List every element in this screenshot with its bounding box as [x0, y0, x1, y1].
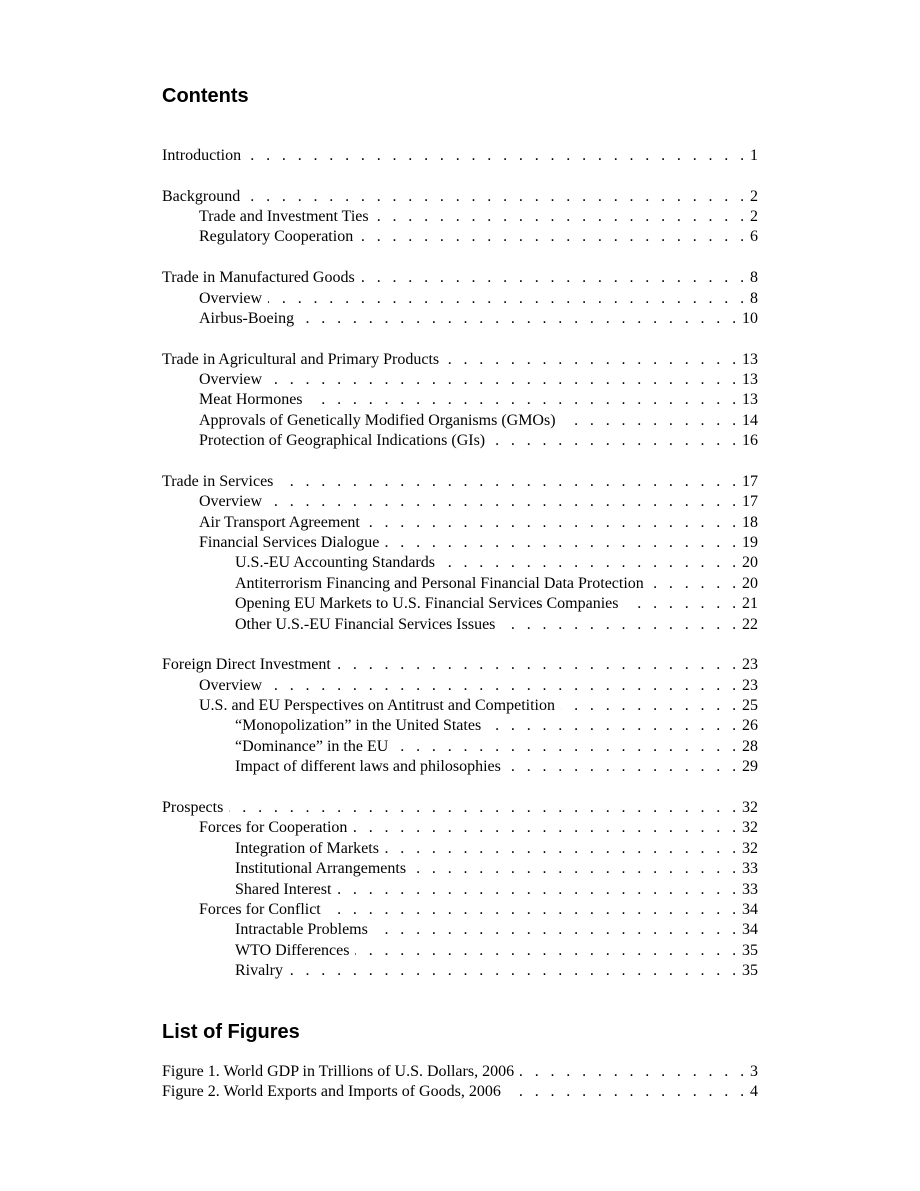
toc-entry-title: Foreign Direct Investment: [162, 656, 331, 674]
toc-entry[interactable]: [162, 411, 758, 431]
toc-entry-page-number: 6: [750, 228, 758, 246]
toc-entry[interactable]: [162, 1062, 758, 1082]
toc-entry-title: Overview: [199, 371, 263, 389]
toc-entry-page-number: 34: [742, 900, 758, 918]
toc-entry[interactable]: [162, 350, 758, 370]
dot-leader: [337, 880, 740, 900]
toc-entry-title: Meat Hormones: [199, 391, 303, 409]
toc-entry-title: Trade and Investment Ties: [199, 208, 369, 226]
toc-entry-page-number: 14: [742, 411, 758, 429]
dot-leader: [441, 553, 740, 573]
dot-leader: [412, 859, 740, 879]
toc-entry-title: Figure 1. World GDP in Trillions of U.S. Dollars, 2006: [162, 1063, 515, 1080]
toc-entry[interactable]: [162, 513, 758, 533]
toc-entry[interactable]: [162, 227, 758, 247]
dot-leader: [246, 187, 748, 207]
toc-entry-title: WTO Differences: [235, 941, 350, 959]
toc-entry-title: Background: [162, 187, 241, 205]
toc-entry-page-number: 26: [742, 717, 758, 735]
dot-leader: [289, 961, 740, 981]
dot-leader: [229, 798, 740, 818]
toc-entry[interactable]: [162, 859, 758, 879]
toc-entry-title: Prospects: [162, 798, 224, 816]
toc-entry-page-number: 20: [742, 554, 758, 572]
toc-entry-page-number: 33: [742, 860, 758, 878]
toc-entry-page-number: 8: [750, 289, 758, 307]
dot-leader: [375, 207, 748, 227]
toc-entry[interactable]: [162, 268, 758, 288]
toc-entry-title: Forces for Conflict: [199, 900, 321, 918]
toc-entry-title: U.S.-EU Accounting Standards: [235, 554, 435, 572]
toc-entry-page-number: 17: [742, 472, 758, 490]
list-of-figures-heading: List of Figures: [162, 1021, 300, 1043]
toc-entry-page-number: 34: [742, 921, 758, 939]
toc-entry-title: Trade in Services: [162, 472, 274, 490]
toc-entry-title: Regulatory Cooperation: [199, 228, 354, 246]
toc-entry[interactable]: [162, 757, 758, 777]
dot-leader: [501, 615, 740, 635]
dot-leader: [374, 920, 740, 940]
toc-entry[interactable]: [162, 289, 758, 309]
contents-heading: Contents: [162, 85, 249, 107]
toc-entry-page-number: 3: [750, 1063, 758, 1080]
toc-entry-title: Impact of different laws and philosophies: [235, 758, 501, 776]
toc-entry[interactable]: [162, 615, 758, 635]
toc-entry-page-number: 2: [750, 208, 758, 226]
dot-leader: [650, 574, 740, 594]
dot-leader: [394, 737, 740, 757]
toc-entry-page-number: 16: [742, 432, 758, 450]
toc-entry[interactable]: [162, 676, 758, 696]
toc-entry[interactable]: [162, 207, 758, 227]
toc-entry[interactable]: [162, 390, 758, 410]
toc-entry-title: Shared Interest: [235, 880, 332, 898]
dot-leader: [520, 1062, 748, 1082]
toc-entry-page-number: 13: [742, 391, 758, 409]
dot-leader: [337, 655, 740, 675]
toc-entry-title: Trade in Manufactured Goods: [162, 269, 355, 287]
toc-entry[interactable]: [162, 146, 758, 166]
toc-entry-page-number: 13: [742, 371, 758, 389]
toc-entry-title: “Dominance” in the EU: [235, 737, 389, 755]
dot-leader: [491, 431, 740, 451]
toc-entry-title: Air Transport Agreement: [199, 513, 360, 531]
dot-leader: [247, 146, 748, 166]
table-of-contents: [162, 146, 758, 981]
toc-entry-page-number: 10: [742, 309, 758, 327]
dot-leader: [487, 716, 740, 736]
toc-entry[interactable]: [162, 920, 758, 940]
toc-entry-title: Institutional Arrangements: [235, 860, 407, 878]
toc-entry-page-number: 8: [750, 269, 758, 287]
toc-entry[interactable]: [162, 655, 758, 675]
toc-entry-page-number: 33: [742, 880, 758, 898]
toc-entry-title: Opening EU Markets to U.S. Financial Services Companies: [235, 595, 619, 613]
toc-entry-page-number: 21: [742, 595, 758, 613]
toc-entry-page-number: 29: [742, 758, 758, 776]
dot-leader: [268, 289, 748, 309]
toc-entry-page-number: 20: [742, 574, 758, 592]
dot-leader: [361, 268, 748, 288]
toc-entry[interactable]: [162, 818, 758, 838]
toc-entry[interactable]: [162, 431, 758, 451]
toc-entry-page-number: 22: [742, 615, 758, 633]
toc-entry[interactable]: [162, 472, 758, 492]
dot-leader: [300, 309, 740, 329]
toc-entry[interactable]: [162, 900, 758, 920]
toc-entry[interactable]: [162, 880, 758, 900]
dot-leader: [309, 390, 740, 410]
toc-entry-title: Integration of Markets: [235, 839, 379, 857]
toc-entry[interactable]: [162, 187, 758, 207]
toc-entry-title: Forces for Cooperation: [199, 819, 348, 837]
toc-entry-title: U.S. and EU Perspectives on Antitrust and Competition: [199, 697, 555, 715]
toc-entry[interactable]: [162, 492, 758, 512]
toc-entry-page-number: 1: [750, 147, 758, 164]
toc-entry-title: Trade in Agricultural and Primary Products: [162, 350, 440, 368]
toc-entry[interactable]: [162, 737, 758, 757]
dot-leader: [385, 839, 740, 859]
toc-entry[interactable]: [162, 716, 758, 736]
toc-entry[interactable]: [162, 594, 758, 614]
toc-entry-page-number: 17: [742, 493, 758, 511]
dot-leader: [562, 411, 740, 431]
dot-leader: [268, 370, 740, 390]
toc-entry-page-number: 13: [742, 350, 758, 368]
dot-leader: [385, 533, 740, 553]
dot-leader: [359, 227, 748, 247]
toc-entry-page-number: 2: [750, 187, 758, 205]
toc-entry[interactable]: [162, 533, 758, 553]
toc-entry-title: Rivalry: [235, 962, 283, 980]
toc-entry-title: Airbus-Boeing: [199, 309, 295, 327]
toc-entry-title: Protection of Geographical Indications (GIs): [199, 432, 486, 450]
dot-leader: [279, 472, 740, 492]
dot-leader: [268, 492, 740, 512]
toc-entry-title: Overview: [199, 289, 263, 307]
toc-entry[interactable]: [162, 309, 758, 329]
toc-entry-page-number: 32: [742, 798, 758, 816]
toc-entry-title: Overview: [199, 676, 263, 694]
dot-leader: [445, 350, 740, 370]
dot-leader: [507, 757, 740, 777]
toc-entry-page-number: 35: [742, 941, 758, 959]
list-of-figures: [162, 1062, 758, 1103]
toc-entry-page-number: 23: [742, 656, 758, 674]
toc-entry[interactable]: [162, 1082, 758, 1102]
toc-entry-page-number: 28: [742, 737, 758, 755]
dot-leader: [268, 676, 740, 696]
dot-leader: [507, 1082, 748, 1102]
toc-entry-title: Approvals of Genetically Modified Organisms (GMOs): [199, 411, 556, 429]
toc-entry-title: Antiterrorism Financing and Personal Financial Data Protection: [235, 574, 644, 592]
toc-entry-page-number: 25: [742, 697, 758, 715]
toc-entry[interactable]: [162, 553, 758, 573]
toc-entry-title: Financial Services Dialogue: [199, 534, 380, 552]
dot-leader: [625, 594, 741, 614]
toc-entry[interactable]: [162, 941, 758, 961]
toc-entry[interactable]: [162, 696, 758, 716]
toc-entry[interactable]: [162, 574, 758, 594]
toc-entry[interactable]: [162, 839, 758, 859]
toc-entry-title: Figure 2. World Exports and Imports of Goods, 2006: [162, 1083, 501, 1101]
toc-entry-title: Intractable Problems: [235, 921, 368, 939]
toc-entry[interactable]: [162, 370, 758, 390]
toc-entry-title: Introduction: [162, 147, 242, 164]
toc-entry-page-number: 4: [750, 1083, 758, 1101]
toc-entry-page-number: 32: [742, 839, 758, 857]
toc-entry-title: “Monopolization” in the United States: [235, 717, 482, 735]
toc-entry-page-number: 35: [742, 962, 758, 980]
toc-entry-page-number: 19: [742, 534, 758, 552]
toc-entry-page-number: 18: [742, 513, 758, 531]
dot-leader: [561, 696, 740, 716]
dot-leader: [327, 900, 740, 920]
dot-leader: [353, 818, 740, 838]
toc-entry-title: Other U.S.-EU Financial Services Issues: [235, 615, 496, 633]
dot-leader: [355, 941, 740, 961]
toc-entry[interactable]: [162, 961, 758, 981]
dot-leader: [366, 513, 740, 533]
toc-entry[interactable]: [162, 798, 758, 818]
toc-entry-page-number: 32: [742, 819, 758, 837]
toc-entry-title: Overview: [199, 493, 263, 511]
toc-entry-page-number: 23: [742, 676, 758, 694]
